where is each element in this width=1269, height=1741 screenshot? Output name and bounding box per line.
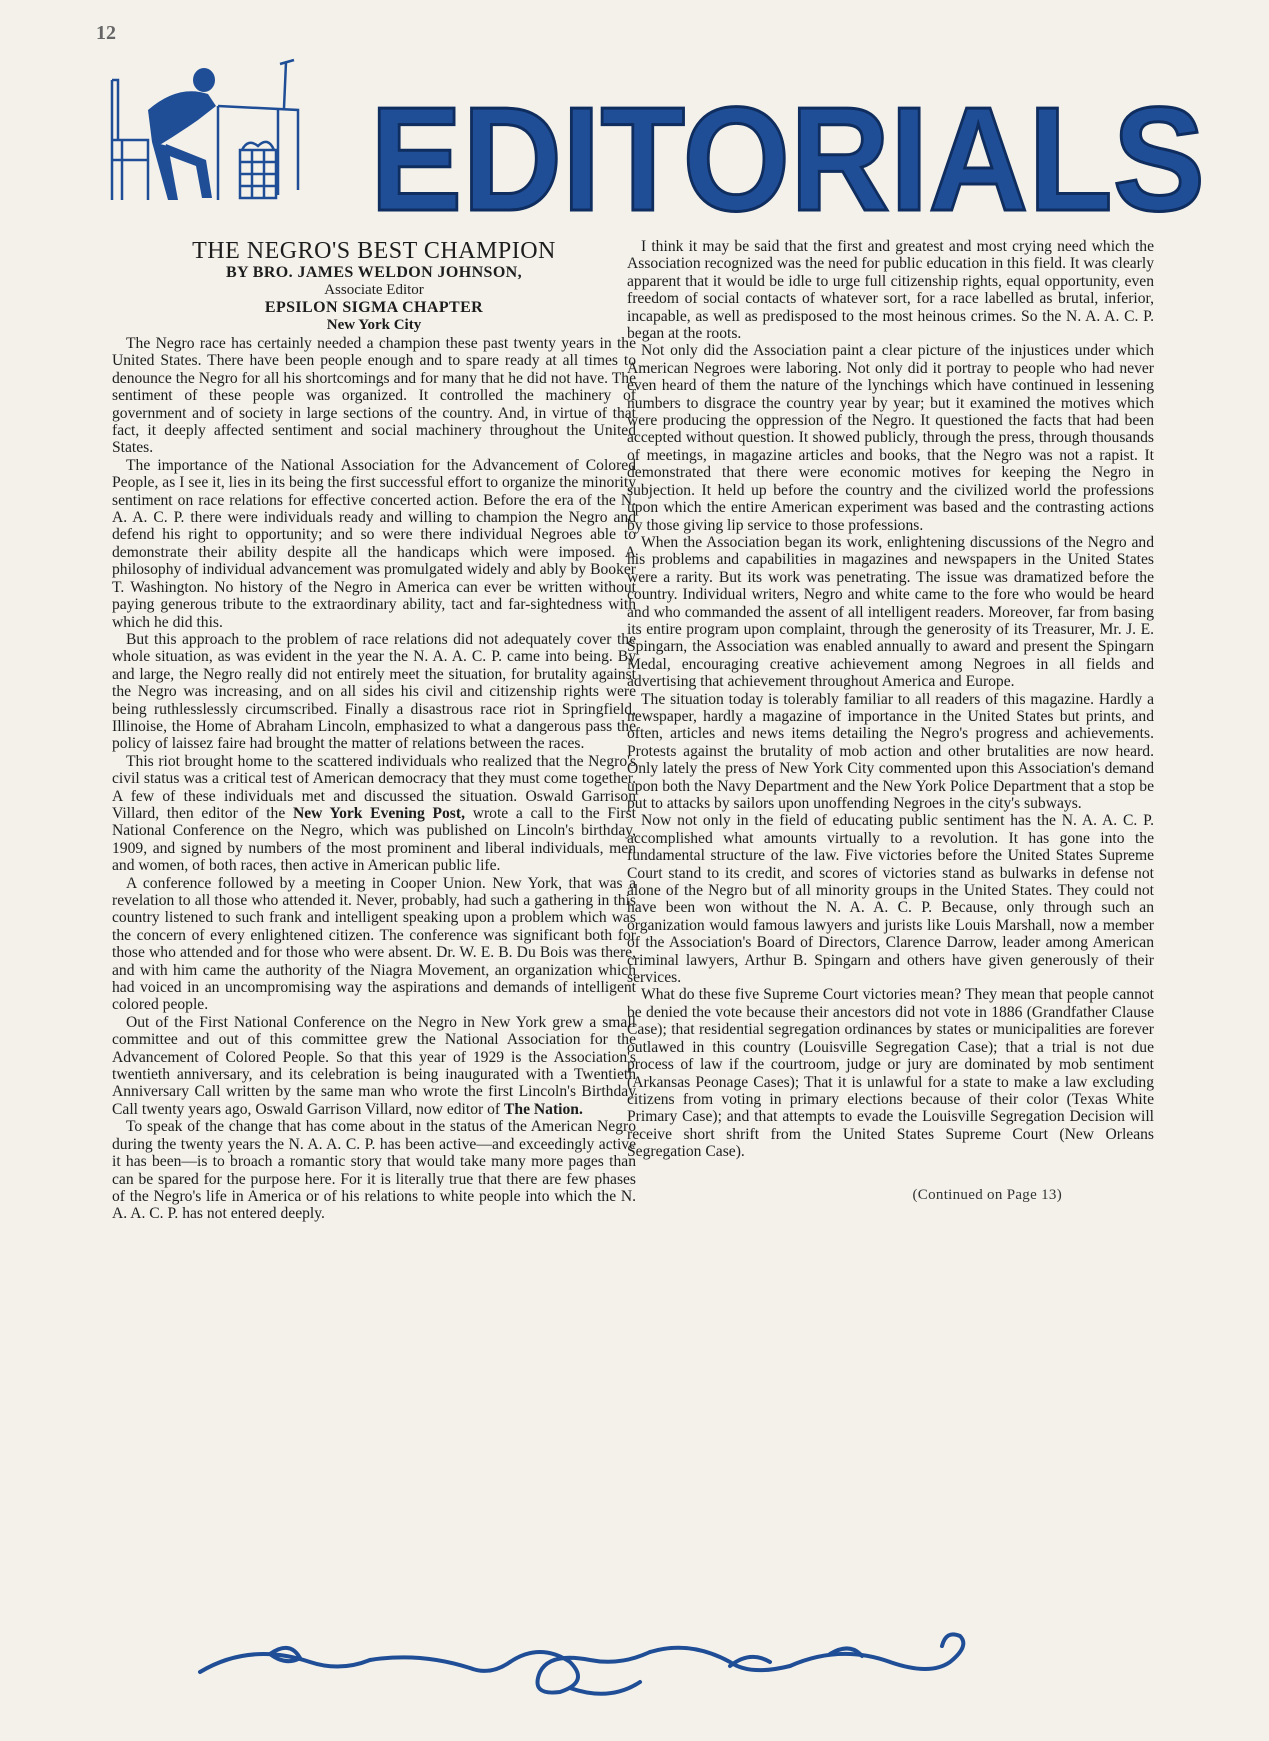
article-role: Associate Editor bbox=[324, 282, 424, 298]
paragraph: Now not only in the field of educating public sentiment has the N. A. A. C. P. accomplished what amounts virtually to a revolution. It has gone into the fundamental structure of the law. Five victories before the United States Supreme Court stand to its credit, and scores of victories stand as bulwarks in defense not alone of the Negro but of all minority groups in the United States. They could not have been won without the N. A. A. C. P. Because, only through such an organization would famous lawyers and jurists like Louis Marshall, now a member of the Association's Board of Directors, Clarence Darrow, leader among American criminal lawyers, Arthur B. Spingarn and others have given generously of their services. bbox=[627, 812, 1154, 987]
article-headline bbox=[112, 238, 636, 333]
paragraph: A conference followed by a meeting in Cooper Union. New York, that was a revelation to all those who attended it. Never, probably, had such a gathering in this country listened to such frank and intelligent speaking upon a problem which was the concern of every enlightened citizen. The conference was significant both for those who attended and for those who were absent. Dr. W. E. B. Du Bois was there, and with him came the authority of the Niagra Movement, an organization which had voiced in an uncompromising way the aspirations and demands of intelligent colored people. bbox=[112, 874, 636, 1014]
paragraph bbox=[112, 753, 636, 875]
article-city: New York City bbox=[326, 317, 422, 333]
article-byline: BY BRO. JAMES WELDON JOHNSON, bbox=[225, 264, 523, 281]
paragraph: I think it may be said that the first and greatest and most crying need which the Association recognized was the need for public education in this field. It was clearly apparent that it would be idle to urge full citizenship rights, equal opportunity, even freedom of social contacts of whatever sort, for a race labelled as brutal, inferior, incapable, as well as predisposed to the most heinous crimes. So the N. A. A. C. P. began at the roots. bbox=[627, 238, 1154, 343]
paragraph: When the Association began its work, enlightening discussions of the Negro and his problems and capabilities in magazines and newspapers in the United States were a rarity. But its work was penetrating. The issue was dramatized before the country. Individual writers, Negro and white came to the fore who would be heard and who commanded the assent of all intelligent readers. Moreover, far from basing its entire program upon complaint, through the generosity of its Treasurer, Mr. J. E. Spingarn, the Association was enabled annually to award and present the Spingarn Medal, encouraging creative achievement among Negroes in all fields and advertising that achievement throughout America and Europe. bbox=[627, 533, 1154, 691]
editorials-title: EDITORIALS bbox=[370, 77, 1205, 230]
paragraph: The situation today is tolerably familiar to all readers of this magazine. Hardly a newspaper, hardly a magazine of importance in the United States but prints, and often, articles and news items detailing the Negro's progress and achievements. Protests against the brutality of mob action and other brutalities are now heard. Only lately the press of New York City commented upon this Association's demand upon both the Navy Department and the New York Police Department that a stop be put to attacks by sailors upon unoffending Negroes in the city's subways. bbox=[627, 690, 1154, 812]
paragraph bbox=[112, 1014, 636, 1118]
publication-name: The Nation. bbox=[504, 1100, 583, 1118]
decorative-flourish-ornament bbox=[190, 1632, 1010, 1712]
paragraph: Not only did the Association paint a clear picture of the injustices under which American Negroes were laboring. Not only did it portray to people who had never even heard of them the nature of the lynchings which have continued in lessening numbers to disgrace the country year by year; but it examined the motives which were producing the oppression of the Negro. It questioned the facts that had been accepted without question. It showed publicly, through the press, through thousands of meetings, in magazine articles and books, that the Negro was not a rapist. It demonstrated that there were economic motives for keeping the Negro in subjection. It held up before the country and the civilized world the professions upon which the entire American experiment was based and the contrasting actions by those giving lip service to those professions. bbox=[627, 342, 1154, 534]
right-column bbox=[627, 238, 1154, 1204]
paragraph: But this approach to the problem of race relations did not adequately cover the whole situation, as was evident in the year the N. A. A. C. P. came into being. By and large, the Negro really did not entirely meet the situation, for brutality against the Negro was increasing, and on all sides his civil and citizenship rights were being ruthlesslessly circumscribed. Finally a disastrous race riot in Springfield, Illinoise, the Home of Abraham Lincoln, emphasized to what a dangerous pass the policy of laissez faire had brought the matter of relations between the races. bbox=[112, 630, 636, 753]
continued-notice: (Continued on Page 13) bbox=[912, 1186, 1062, 1203]
paragraph: The importance of the National Association for the Advancement of Colored People, as I see it, lies in its being the first successful effort to organize the minority sentiment on race relations for effective concerted action. Before the era of the N. A. A. C. P. there were individuals ready and willing to champion the Negro and defend his right to opportunity; and so were there individual Negroes able to demonstrate their ability despite all the handicaps which were imposed. A philosophy of individual advancement was promulgated widely and ably by Booker T. Washington. No history of the Negro in America can ever be written without paying generous tribute to the extraordinary ability, tact and far-sightedness with which he did this. bbox=[112, 456, 636, 631]
paragraph-text: This riot brought home to the scattered individuals who realized that the Negro's civil status was a critical test of American democracy that they must come together. A few of these individuals met and discussed the situation. Oswald Garrison Villard, then editor of the bbox=[112, 752, 636, 822]
paragraph: What do these five Supreme Court victories mean? They mean that people cannot be denied the vote because their ancestors did not vote in 1886 (Grandfather Clause Case); that residential segregation ordinances by states or municipalities are forever outlawed in this country (Louisville Segregation Case); that a trial is not due process of law if the courtroom, judge or jury are dominated by mob sentiment (Arkansas Peonage Cases); That it is unlawful for a state to make a law excluding citizens from voting in primary elections because of their color (Texas White Primary Case); and that attempts to evade the Louisville Segregation Decision will receive short shrift from the United States Supreme Court (New Orleans Segregation Case). bbox=[627, 986, 1154, 1161]
page-number: 12 bbox=[96, 22, 116, 44]
article-title: THE NEGRO'S BEST CHAMPION bbox=[192, 238, 556, 264]
paragraph: To speak of the change that has come about in the status of the American Negro during the twenty years the N. A. A. C. P. has been active—and exceedingly active it has been—is to broach a romantic story that would take many more pages than can be spared for the purpose here. For it is literally true that there are few phases of the Negro's life in America or of his relations to white people into which the N. A. A. C. P. has not entered deeply. bbox=[112, 1118, 636, 1223]
flourish-icon bbox=[190, 1632, 1010, 1712]
paragraph: The Negro race has certainly needed a champion these past twenty years in the United States. There have been people enough and to spare ready at all times to denounce the Negro for all his shortcomings and for many that he did not have. The sentiment of these people was organized. It controlled the machinery of government and of society in large sections of the country. And, in virtue of that fact, it deeply affected sentiment and social machinery throughout the United States. bbox=[112, 335, 636, 457]
paragraph-text: Out of the First National Conference on the Negro in New York grew a small committee and out of this committee grew the National Association for the Advancement of Colored People. So that this year of 1929 is the Association's twentieth anniversary, and its celebration is being inaugurated with a Twentieth Anniversary Call written by the same man who wrote the first Lincoln's Birthday Call twenty years ago, Oswald Garrison Villard, now editor of bbox=[112, 1013, 636, 1118]
editor-at-desk-illustration bbox=[108, 50, 1228, 230]
publication-name: New York Evening Post, bbox=[292, 804, 465, 822]
editorials-masthead bbox=[108, 50, 1228, 230]
left-column bbox=[112, 238, 636, 1223]
paragraph-text: wrote a call to the First National Conference on the Negro, which was published on Lincoln's birthday, 1909, and signed by numbers of the most prominent and liberal individuals, men and women, of both races, then active in American public life. bbox=[112, 804, 636, 875]
article-chapter: EPSILON SIGMA CHAPTER bbox=[264, 299, 484, 316]
